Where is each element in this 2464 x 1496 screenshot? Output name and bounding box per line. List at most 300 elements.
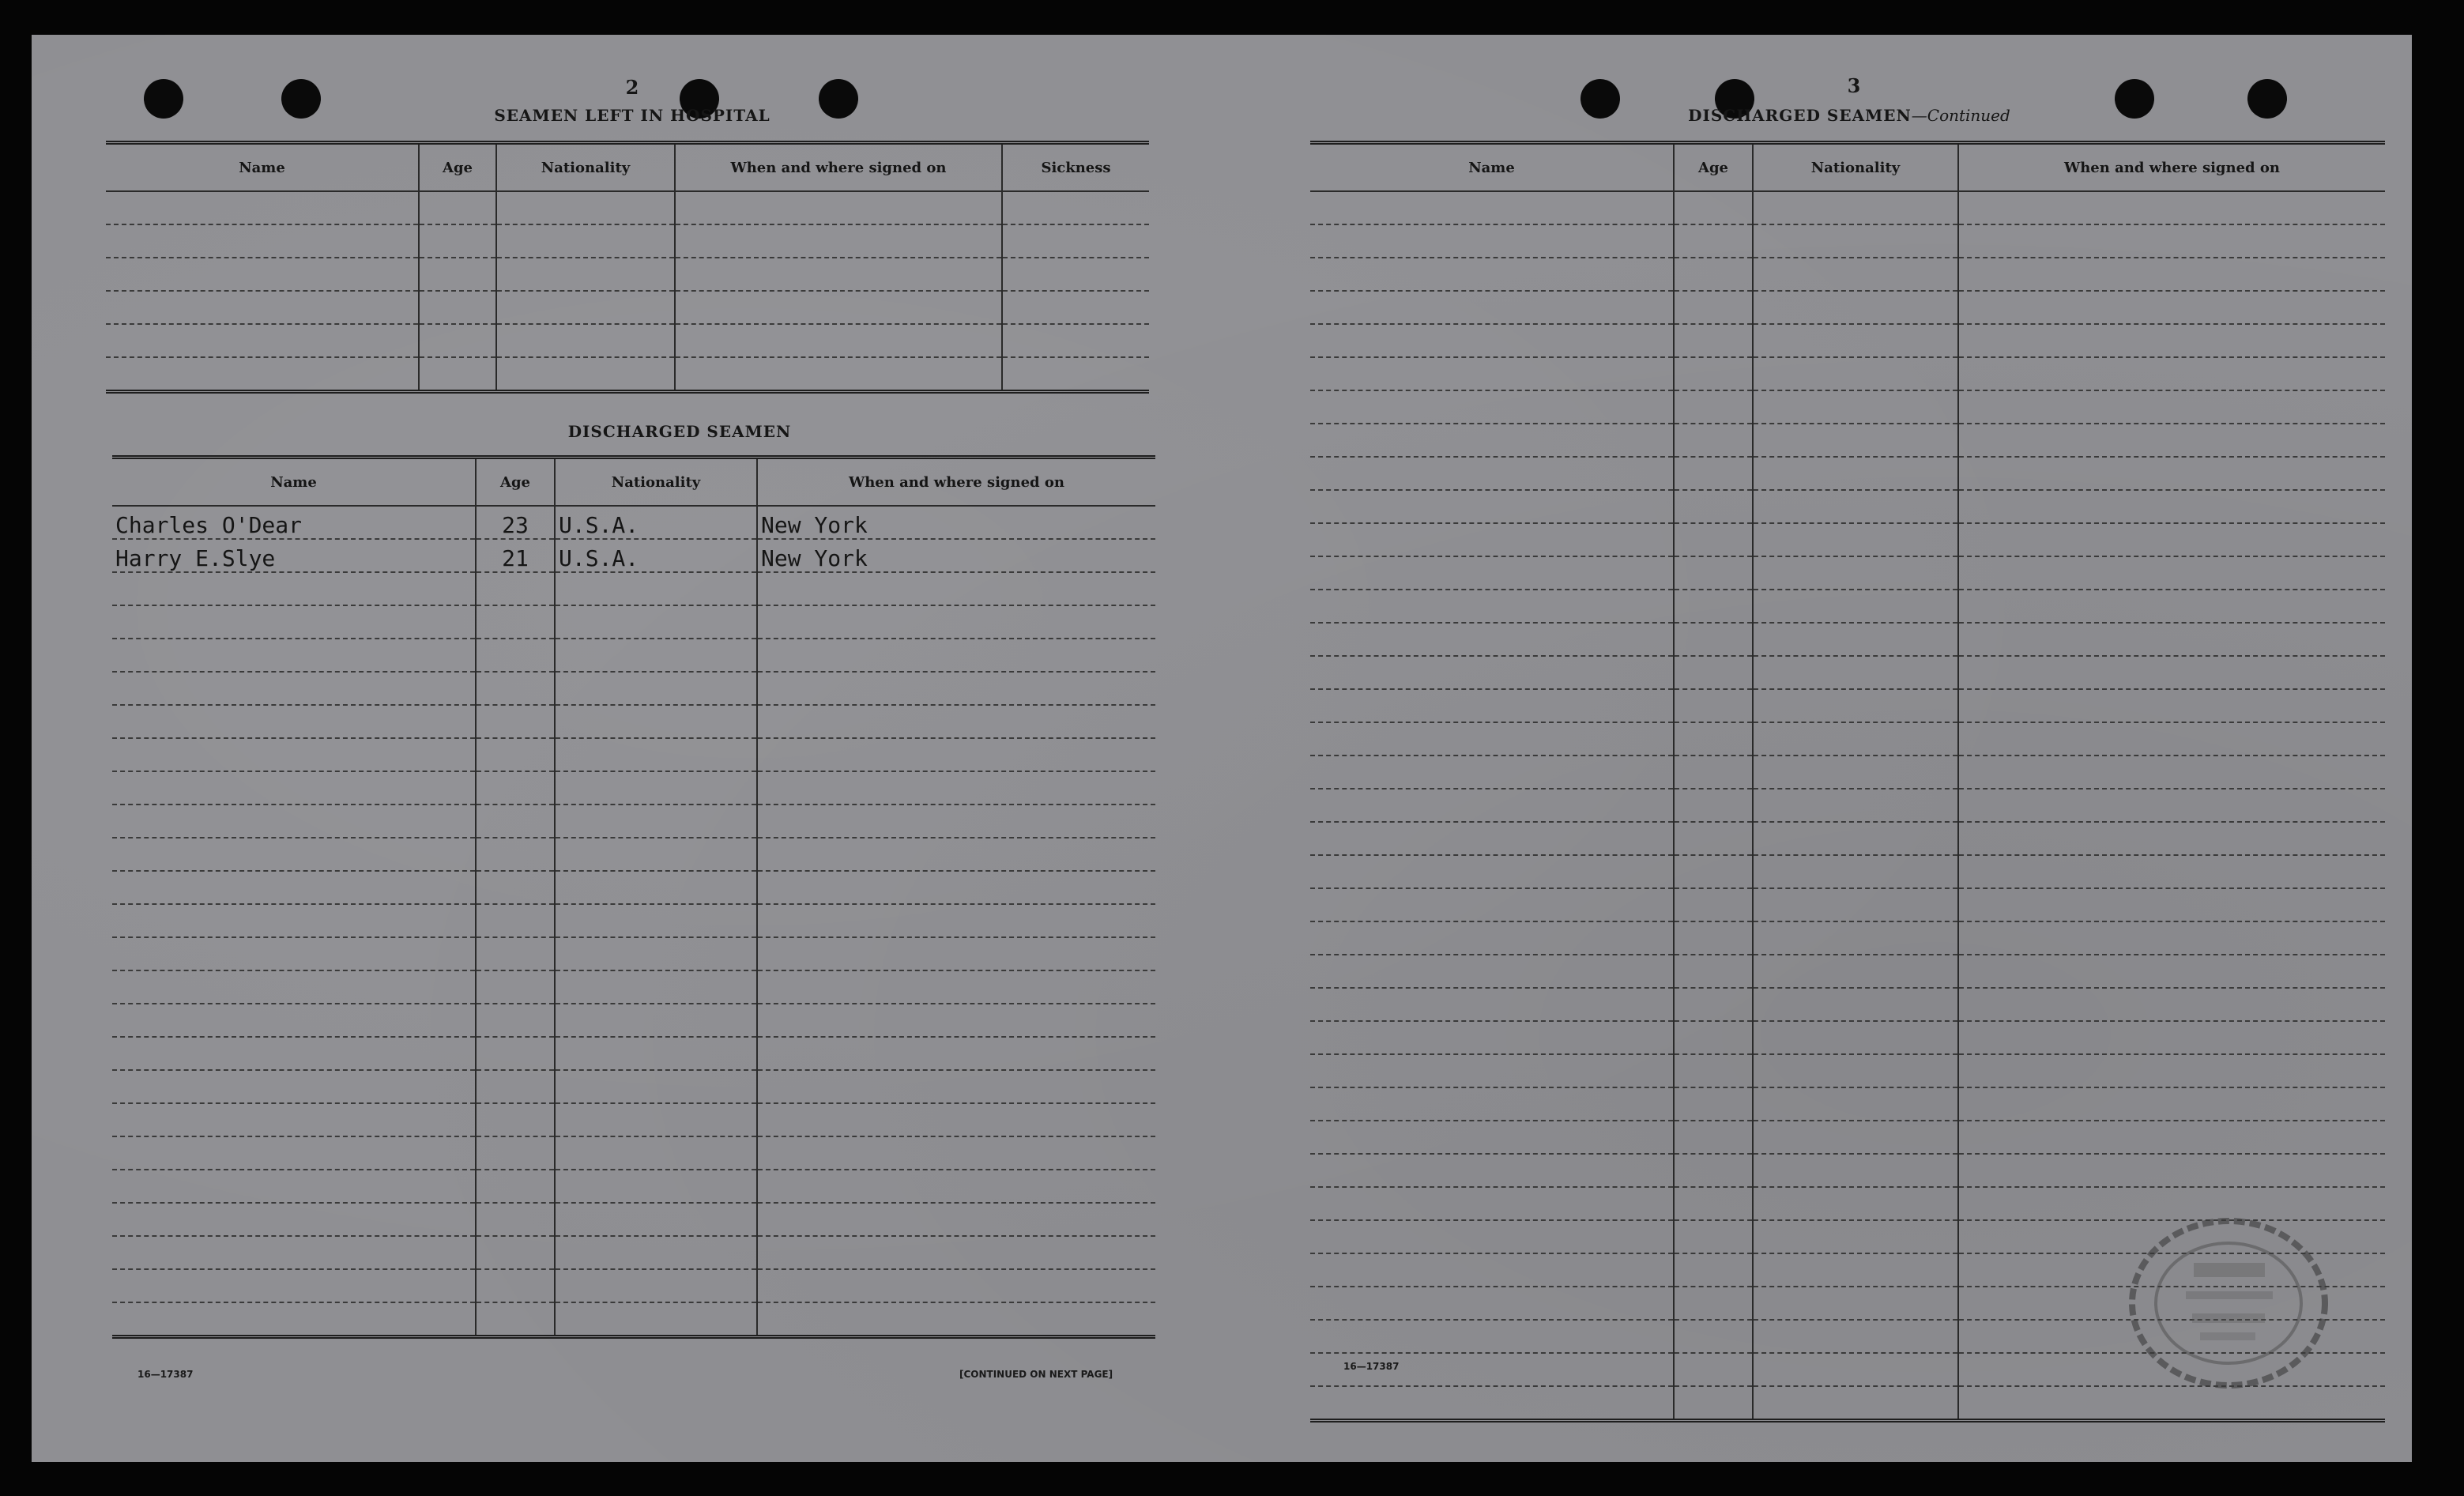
discharged-cell-age: 23: [476, 506, 555, 539]
right-discharged-cell-age: [1674, 888, 1753, 921]
right-discharged-cell-age: [1674, 390, 1753, 424]
table-row: [112, 539, 1155, 572]
hospital-cell-nationality: [496, 324, 675, 357]
right-discharged-header-name: Name: [1310, 143, 1674, 192]
discharged-cell-name: Charles O'Dear: [112, 506, 476, 539]
right-discharged-cell-when-signed-on: [1958, 1021, 2385, 1054]
right-discharged-header-age: Age: [1674, 143, 1753, 192]
table-row: [1310, 490, 2385, 523]
right-discharged-cell-age: [1674, 1386, 1753, 1421]
table-row: [112, 805, 1155, 838]
discharged-cell-nationality: [555, 1070, 757, 1103]
manifest-sheet: [32, 35, 2412, 1462]
discharged-cell-nationality: [555, 605, 757, 639]
discharged-cell-name: [112, 672, 476, 705]
discharged-cell-name: [112, 738, 476, 771]
hospital-cell-when-signed-on: [675, 324, 1002, 357]
right-discharged-cell-age: [1674, 357, 1753, 390]
discharged-cell-name: [112, 771, 476, 805]
table-row: [1310, 224, 2385, 258]
right-discharged-cell-age: [1674, 722, 1753, 756]
right-discharged-cell-age: [1674, 689, 1753, 722]
table-row: [1310, 457, 2385, 490]
hospital-cell-nationality: [496, 291, 675, 324]
right-discharged-cell-age: [1674, 224, 1753, 258]
discharged-cell-name: [112, 705, 476, 738]
discharged-cell-age: [476, 1170, 555, 1203]
right-discharged-cell-name: [1310, 1054, 1674, 1087]
right-discharged-cell-when-signed-on: [1958, 424, 2385, 457]
right-discharged-cell-age: [1674, 855, 1753, 888]
discharged-cell-age: [476, 838, 555, 871]
table-row: [1310, 291, 2385, 324]
right-discharged-cell-name: [1310, 689, 1674, 722]
right-discharged-cell-nationality: [1753, 1187, 1958, 1220]
table-row: [112, 1203, 1155, 1236]
discharged-cell-age: [476, 1302, 555, 1337]
table-row: [1310, 357, 2385, 390]
discharged-cell-name: [112, 639, 476, 672]
right-discharged-cell-nationality: [1753, 390, 1958, 424]
discharged-header-nationality: Nationality: [555, 458, 757, 507]
right-discharged-cell-nationality: [1753, 888, 1958, 921]
hospital-cell-name: [106, 191, 419, 224]
right-discharged-cell-nationality: [1753, 722, 1958, 756]
discharged-cell-when-signed-on: [757, 838, 1155, 871]
right-discharged-cell-when-signed-on: [1958, 1154, 2385, 1187]
discharged-cell-when-signed-on: [757, 1037, 1155, 1070]
right-page-number: 3: [1847, 74, 1861, 97]
hospital-cell-nationality: [496, 191, 675, 224]
discharged-cell-nationality: [555, 904, 757, 937]
discharged-cell-when-signed-on: [757, 805, 1155, 838]
discharged-cell-age: [476, 572, 555, 605]
right-discharged-cell-when-signed-on: [1958, 590, 2385, 623]
right-discharged-cell-nationality: [1753, 590, 1958, 623]
table-row: [112, 506, 1155, 539]
discharged-cell-when-signed-on: [757, 1170, 1155, 1203]
hospital-cell-age: [419, 224, 496, 258]
table-row: [1310, 1087, 2385, 1121]
discharged-cell-age: [476, 805, 555, 838]
right-discharged-cell-age: [1674, 1253, 1753, 1287]
hospital-cell-nationality: [496, 258, 675, 291]
discharged-cell-age: [476, 871, 555, 904]
right-discharged-cell-name: [1310, 224, 1674, 258]
table-row: [1310, 822, 2385, 855]
discharged-cell-when-signed-on: [757, 738, 1155, 771]
table-row: [112, 705, 1155, 738]
right-discharged-cell-age: [1674, 789, 1753, 822]
discharged-cell-when-signed-on: [757, 639, 1155, 672]
right-discharged-cell-when-signed-on: [1958, 623, 2385, 656]
table-row: [112, 738, 1155, 771]
table-row: [112, 1103, 1155, 1136]
right-discharged-cell-when-signed-on: [1958, 490, 2385, 523]
circular-postmark-stamp-icon: [2118, 1212, 2339, 1394]
right-discharged-cell-nationality: [1753, 258, 1958, 291]
right-discharged-cell-nationality: [1753, 224, 1958, 258]
right-discharged-cell-name: [1310, 756, 1674, 789]
hospital-cell-nationality: [496, 224, 675, 258]
right-discharged-cell-nationality: [1753, 921, 1958, 955]
right-discharged-cell-nationality: [1753, 1087, 1958, 1121]
table-row: [1310, 590, 2385, 623]
discharged-cell-when-signed-on: [757, 1136, 1155, 1170]
table-row: [112, 904, 1155, 937]
discharged-cell-nationality: [555, 871, 757, 904]
right-discharged-cell-when-signed-on: [1958, 1087, 2385, 1121]
right-discharged-cell-name: [1310, 1220, 1674, 1253]
table-row: [112, 937, 1155, 970]
right-discharged-cell-name: [1310, 1021, 1674, 1054]
discharged-cell-nationality: U.S.A.: [555, 539, 757, 572]
discharged-cell-name: [112, 1302, 476, 1337]
discharged-cell-name: [112, 1203, 476, 1236]
right-discharged-cell-when-signed-on: [1958, 390, 2385, 424]
hospital-cell-sickness: [1002, 357, 1149, 392]
right-discharged-cell-age: [1674, 1121, 1753, 1154]
right-discharged-cell-age: [1674, 1353, 1753, 1386]
discharged-cell-age: [476, 1037, 555, 1070]
right-discharged-cell-age: [1674, 424, 1753, 457]
right-discharged-cell-when-signed-on: [1958, 523, 2385, 556]
right-discharged-cell-when-signed-on: [1958, 689, 2385, 722]
discharged-cell-age: [476, 705, 555, 738]
right-discharged-cell-nationality: [1753, 1253, 1958, 1287]
right-discharged-cell-when-signed-on: [1958, 822, 2385, 855]
right-discharged-cell-name: [1310, 357, 1674, 390]
discharged-cell-when-signed-on: New York: [757, 539, 1155, 572]
discharged-cell-age: [476, 970, 555, 1004]
right-discharged-cell-when-signed-on: [1958, 324, 2385, 357]
right-discharged-cell-nationality: [1753, 357, 1958, 390]
discharged-cell-age: [476, 1203, 555, 1236]
right-discharged-cell-age: [1674, 523, 1753, 556]
table-row: [112, 1236, 1155, 1269]
right-discharged-cell-name: [1310, 1154, 1674, 1187]
hospital-table: [106, 141, 1149, 394]
table-row: [1310, 1121, 2385, 1154]
right-discharged-cell-nationality: [1753, 1021, 1958, 1054]
discharged-cell-when-signed-on: [757, 1302, 1155, 1337]
table-row: [106, 357, 1149, 392]
right-discharged-cell-name: [1310, 656, 1674, 689]
discharged-cell-nationality: [555, 1004, 757, 1037]
discharged-cell-nationality: [555, 937, 757, 970]
discharged-cell-age: [476, 1136, 555, 1170]
right-discharged-cell-age: [1674, 1320, 1753, 1353]
right-discharged-cell-age: [1674, 656, 1753, 689]
table-row: [1310, 689, 2385, 722]
table-row: [112, 572, 1155, 605]
table-row: [106, 258, 1149, 291]
right-discharged-cell-when-signed-on: [1958, 556, 2385, 590]
right-discharged-cell-nationality: [1753, 656, 1958, 689]
table-row: [1310, 988, 2385, 1021]
right-discharged-cell-age: [1674, 955, 1753, 988]
right-discharged-cell-name: [1310, 1187, 1674, 1220]
table-row: [112, 871, 1155, 904]
right-discharged-cell-name: [1310, 258, 1674, 291]
table-row: [1310, 1154, 2385, 1187]
right-discharged-cell-age: [1674, 623, 1753, 656]
table-row: [1310, 789, 2385, 822]
right-discharged-cell-name: [1310, 590, 1674, 623]
table-row: [106, 291, 1149, 324]
hospital-cell-when-signed-on: [675, 258, 1002, 291]
discharged-cell-when-signed-on: [757, 904, 1155, 937]
discharged-cell-nationality: [555, 805, 757, 838]
hospital-cell-when-signed-on: [675, 291, 1002, 324]
right-discharged-header-when-signed-on: When and where signed on: [1958, 143, 2385, 192]
right-discharged-cell-nationality: [1753, 623, 1958, 656]
table-row: [1310, 955, 2385, 988]
discharged-cell-age: 21: [476, 539, 555, 572]
right-discharged-cell-name: [1310, 855, 1674, 888]
discharged-cell-nationality: [555, 705, 757, 738]
right-discharged-cell-age: [1674, 291, 1753, 324]
discharged-cell-nationality: [555, 738, 757, 771]
right-discharged-cell-nationality: [1753, 1054, 1958, 1087]
discharged-header-name: Name: [112, 458, 476, 507]
right-discharged-cell-when-signed-on: [1958, 722, 2385, 756]
table-row: [1310, 191, 2385, 224]
right-discharged-cell-when-signed-on: [1958, 291, 2385, 324]
discharged-cell-when-signed-on: New York: [757, 506, 1155, 539]
right-discharged-cell-nationality: [1753, 1287, 1958, 1320]
right-discharged-cell-name: [1310, 490, 1674, 523]
right-discharged-cell-age: [1674, 490, 1753, 523]
right-discharged-cell-age: [1674, 756, 1753, 789]
discharged-cell-nationality: [555, 771, 757, 805]
discharged-header-age: Age: [476, 458, 555, 507]
hospital-cell-sickness: [1002, 224, 1149, 258]
hospital-cell-age: [419, 357, 496, 392]
hospital-header-nationality: Nationality: [496, 143, 675, 192]
right-discharged-cell-age: [1674, 988, 1753, 1021]
right-discharged-cell-when-signed-on: [1958, 921, 2385, 955]
right-discharged-cell-age: [1674, 1154, 1753, 1187]
left-page-number: 2: [625, 76, 639, 99]
discharged-table: [112, 455, 1155, 1339]
discharged-cell-age: [476, 1269, 555, 1302]
right-discharged-cell-when-signed-on: [1958, 756, 2385, 789]
discharged-cell-name: [112, 937, 476, 970]
discharged-cell-name: [112, 1269, 476, 1302]
table-row: [112, 1269, 1155, 1302]
right-discharged-cell-when-signed-on: [1958, 357, 2385, 390]
right-discharged-cell-age: [1674, 921, 1753, 955]
right-discharged-cell-name: [1310, 722, 1674, 756]
hospital-cell-when-signed-on: [675, 224, 1002, 258]
discharged-cell-name: [112, 605, 476, 639]
hospital-header-sickness: Sickness: [1002, 143, 1149, 192]
discharged-cell-name: [112, 871, 476, 904]
hospital-header-age: Age: [419, 143, 496, 192]
right-discharged-cell-age: [1674, 1220, 1753, 1253]
right-discharged-cell-nationality: [1753, 490, 1958, 523]
right-discharged-cell-nationality: [1753, 523, 1958, 556]
right-discharged-cell-name: [1310, 623, 1674, 656]
right-discharged-cell-nationality: [1753, 855, 1958, 888]
discharged-cell-age: [476, 771, 555, 805]
right-discharged-cell-name: [1310, 1253, 1674, 1287]
discharged-cell-name: [112, 1170, 476, 1203]
right-discharged-cell-nationality: [1753, 1121, 1958, 1154]
hospital-cell-nationality: [496, 357, 675, 392]
hospital-cell-when-signed-on: [675, 191, 1002, 224]
discharged-cell-name: [112, 970, 476, 1004]
right-discharged-cell-age: [1674, 1054, 1753, 1087]
table-row: [106, 191, 1149, 224]
discharged-cell-name: [112, 1236, 476, 1269]
right-discharged-cell-age: [1674, 324, 1753, 357]
hospital-header-when-signed-on: When and where signed on: [675, 143, 1002, 192]
right-discharged-cell-nationality: [1753, 756, 1958, 789]
table-row: [1310, 1054, 2385, 1087]
table-row: [112, 1170, 1155, 1203]
discharged-section-title: DISCHARGED SEAMEN: [567, 422, 792, 441]
right-discharged-cell-nationality: [1753, 689, 1958, 722]
discharged-cell-when-signed-on: [757, 970, 1155, 1004]
discharged-cell-nationality: [555, 1136, 757, 1170]
right-discharged-cell-name: [1310, 988, 1674, 1021]
right-discharged-header-nationality: Nationality: [1753, 143, 1958, 192]
right-discharged-cell-name: [1310, 457, 1674, 490]
table-row: [1310, 756, 2385, 789]
right-discharged-cell-name: [1310, 1386, 1674, 1421]
table-row: [1310, 722, 2385, 756]
table-row: [1310, 556, 2385, 590]
table-row: [1310, 855, 2385, 888]
table-row: [1310, 390, 2385, 424]
punch-hole-icon: [281, 79, 321, 119]
right-discharged-cell-nationality: [1753, 556, 1958, 590]
right-discharged-cell-nationality: [1753, 822, 1958, 855]
right-discharged-cell-when-signed-on: [1958, 224, 2385, 258]
table-row: [112, 1004, 1155, 1037]
discharged-cell-when-signed-on: [757, 1236, 1155, 1269]
discharged-cell-name: [112, 805, 476, 838]
hospital-cell-sickness: [1002, 291, 1149, 324]
table-row: [1310, 523, 2385, 556]
discharged-cell-age: [476, 1004, 555, 1037]
discharged-cell-age: [476, 639, 555, 672]
right-discharged-cell-age: [1674, 556, 1753, 590]
right-discharged-cell-when-signed-on: [1958, 789, 2385, 822]
right-discharged-cell-nationality: [1753, 324, 1958, 357]
discharged-cell-name: [112, 1136, 476, 1170]
right-discharged-cell-name: [1310, 1287, 1674, 1320]
right-section-title-main: DISCHARGED SEAMEN: [1688, 106, 1912, 125]
table-row: [106, 224, 1149, 258]
discharged-cell-nationality: [555, 1236, 757, 1269]
right-discharged-cell-when-signed-on: [1958, 1121, 2385, 1154]
hospital-section-title: SEAMEN LEFT IN HOSPITAL: [494, 106, 770, 125]
right-discharged-cell-when-signed-on: [1958, 888, 2385, 921]
right-discharged-cell-name: [1310, 324, 1674, 357]
discharged-cell-age: [476, 904, 555, 937]
table-row: [1310, 1021, 2385, 1054]
right-discharged-cell-name: [1310, 523, 1674, 556]
right-discharged-cell-when-signed-on: [1958, 258, 2385, 291]
table-row: [1310, 623, 2385, 656]
discharged-cell-when-signed-on: [757, 1203, 1155, 1236]
discharged-cell-name: Harry E.Slye: [112, 539, 476, 572]
hospital-cell-when-signed-on: [675, 357, 1002, 392]
right-section-title-suffix: —Continued: [1911, 106, 2010, 125]
right-form-number: 16—17387: [1343, 1361, 1400, 1372]
discharged-cell-name: [112, 1070, 476, 1103]
table-row: [1310, 656, 2385, 689]
table-row: [106, 324, 1149, 357]
right-discharged-cell-nationality: [1753, 191, 1958, 224]
discharged-cell-when-signed-on: [757, 572, 1155, 605]
right-discharged-cell-when-signed-on: [1958, 191, 2385, 224]
right-discharged-cell-nationality: [1753, 1154, 1958, 1187]
hospital-cell-age: [419, 191, 496, 224]
right-discharged-cell-nationality: [1753, 291, 1958, 324]
right-discharged-cell-age: [1674, 457, 1753, 490]
right-discharged-cell-when-signed-on: [1958, 656, 2385, 689]
right-discharged-cell-age: [1674, 1287, 1753, 1320]
right-discharged-cell-age: [1674, 1187, 1753, 1220]
hospital-header-name: Name: [106, 143, 419, 192]
discharged-cell-nationality: [555, 1103, 757, 1136]
discharged-cell-when-signed-on: [757, 672, 1155, 705]
discharged-cell-nationality: [555, 672, 757, 705]
right-discharged-cell-name: [1310, 1320, 1674, 1353]
discharged-cell-nationality: [555, 1269, 757, 1302]
discharged-cell-nationality: U.S.A.: [555, 506, 757, 539]
right-discharged-cell-name: [1310, 191, 1674, 224]
right-discharged-cell-age: [1674, 590, 1753, 623]
hospital-cell-name: [106, 324, 419, 357]
table-row: [112, 672, 1155, 705]
right-discharged-cell-nationality: [1753, 988, 1958, 1021]
table-row: [112, 605, 1155, 639]
right-discharged-cell-age: [1674, 822, 1753, 855]
discharged-cell-when-signed-on: [757, 937, 1155, 970]
table-row: [112, 838, 1155, 871]
right-discharged-cell-nationality: [1753, 955, 1958, 988]
punch-hole-icon: [144, 79, 183, 119]
hospital-cell-name: [106, 258, 419, 291]
discharged-cell-nationality: [555, 1302, 757, 1337]
hospital-cell-sickness: [1002, 191, 1149, 224]
table-row: [1310, 921, 2385, 955]
right-discharged-cell-name: [1310, 390, 1674, 424]
hospital-cell-name: [106, 224, 419, 258]
discharged-cell-nationality: [555, 970, 757, 1004]
table-row: [112, 639, 1155, 672]
right-discharged-cell-nationality: [1753, 1220, 1958, 1253]
discharged-cell-when-signed-on: [757, 871, 1155, 904]
discharged-cell-nationality: [555, 639, 757, 672]
discharged-cell-age: [476, 1103, 555, 1136]
right-discharged-cell-name: [1310, 955, 1674, 988]
discharged-cell-nationality: [555, 1203, 757, 1236]
right-discharged-cell-nationality: [1753, 457, 1958, 490]
discharged-cell-when-signed-on: [757, 705, 1155, 738]
right-discharged-cell-nationality: [1753, 424, 1958, 457]
right-discharged-cell-age: [1674, 258, 1753, 291]
right-discharged-cell-when-signed-on: [1958, 457, 2385, 490]
right-discharged-cell-age: [1674, 191, 1753, 224]
punch-hole-icon: [2247, 79, 2287, 119]
discharged-cell-age: [476, 738, 555, 771]
